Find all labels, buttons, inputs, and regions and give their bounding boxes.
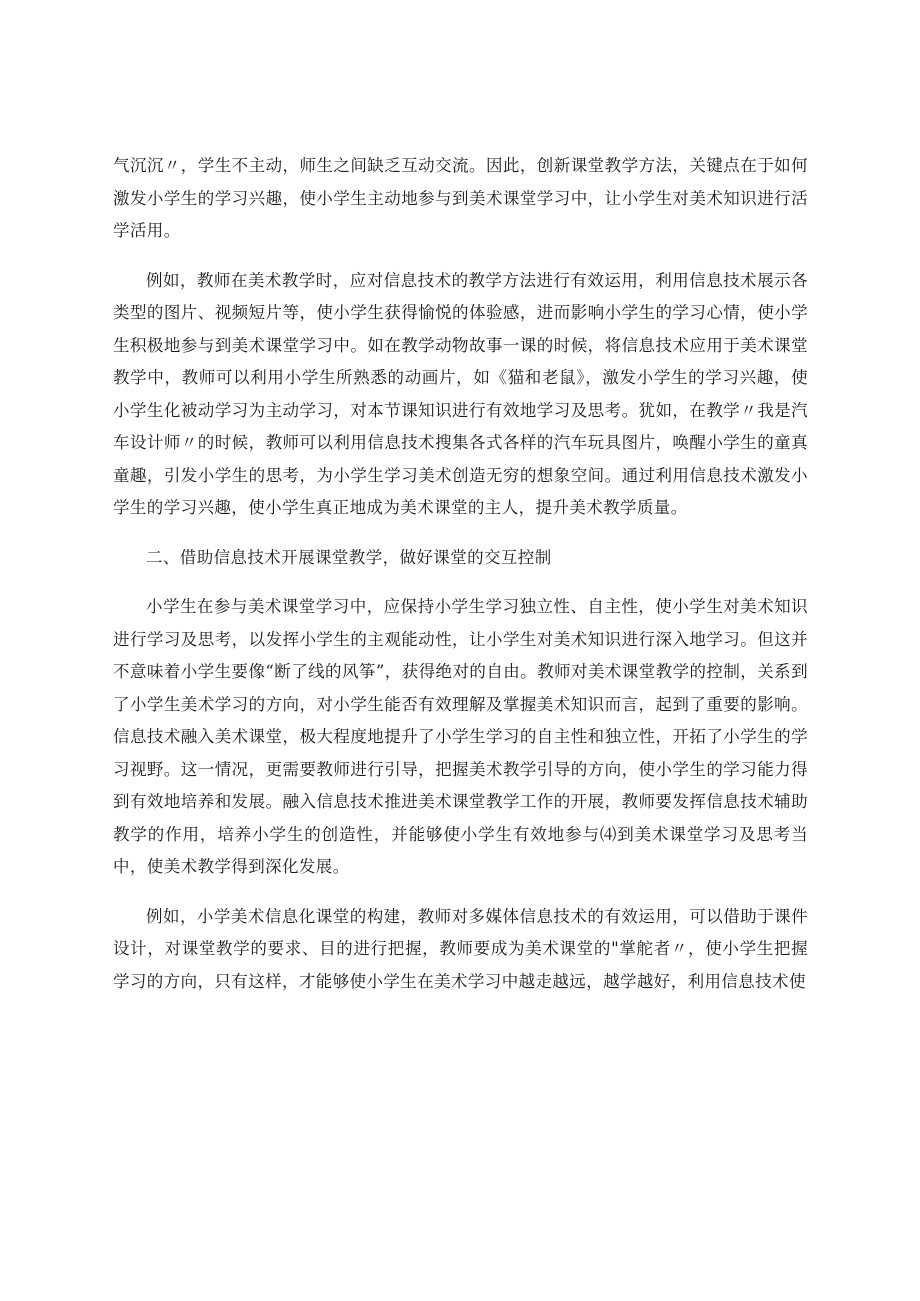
paragraph-gap [113, 884, 808, 901]
paragraph-example-2: 例如，小学美术信息化课堂的构建，教师对多媒体信息技术的有效运用，可以借助于课件设计，对课堂教学的要求、目的进行把握，教师要成为美术课堂的"掌舵者〃，使小学生把握学习的方向，只有这样，才能够使小学生在美术学习中越走越远，越学越好，利用信息技术使 [113, 906, 808, 991]
paragraph-continuation: 气沉沉〃，学生不主动，师生之间缺乏互动交流。因此，创新课堂教学方法，关键点在于如何激发小学生的学习兴趣，使小学生主动地参与到美术课堂学习中，让小学生对美术知识进行活学活用。 [113, 156, 808, 240]
paragraph-gap [113, 248, 808, 265]
section-heading-2: 二、借助信息技术开展课堂教学，做好课堂的交互控制 [146, 547, 552, 567]
paragraph-interaction-control: 小学生在参与美术课堂学习中，应保持小学生学习独立性、自主性，使小学生对美术知识进行学习及思考，以发挥小学生的主观能动性，让小学生对美术知识进行深入地学习。但这并不意味着小学生要像“断了线的风筝”，获得绝对的自由。教师对美术课堂教学的控制，关系到了小学生美术学习的方向，对小学生能否有效理解及掌握美术知识而言，起到了重要的影响。信息技术融入美术课堂，极大程度地提升了小学生学习的自主性和独立性，开拓了小学生的学习视野。这一情况，更需要教师进行引导，把握美术教学引导的方向，使小学生的学习能力得到有效地培养和发展。融入信息技术推进美术课堂教学工作的开展，教师要发挥信息技术辅助教学的作用，培养小学生的创造性，并能够使小学生有效地参与⑷到美术课堂学习及思考当中，使美术教学得到深化发展。 [113, 597, 808, 876]
paragraph-gap [113, 525, 808, 542]
document-page [113, 150, 808, 998]
paragraph-gap [113, 574, 808, 591]
paragraph-example-1: 例如，教师在美术教学时，应对信息技术的教学方法进行有效运用，利用信息技术展示各类型的图片、视频短片等，使小学生获得愉悦的体验感，进而影响小学生的学习心情，使小学生积极地参与到美术课堂学习中。如在教学动物故事一课的时候，将信息技术应用于美术课堂教学中，教师可以利用小学生所熟悉的动画片，如《猫和老鼠》，激发小学生的学习兴趣，使小学生化被动学习为主动学习，对本节课知识进行有效地学习及思考。犹如，在教学〃我是汽车设计师〃的时候，教师可以利用信息技术搜集各式各样的汽车玩具图片，唤醒小学生的童真童趣，引发小学生的思考，为小学生学习美术创造无穷的想象空间。通过利用信息技术激发小学生的学习兴趣，使小学生真正地成为美术课堂的主人，提升美术教学质量。 [113, 270, 808, 517]
